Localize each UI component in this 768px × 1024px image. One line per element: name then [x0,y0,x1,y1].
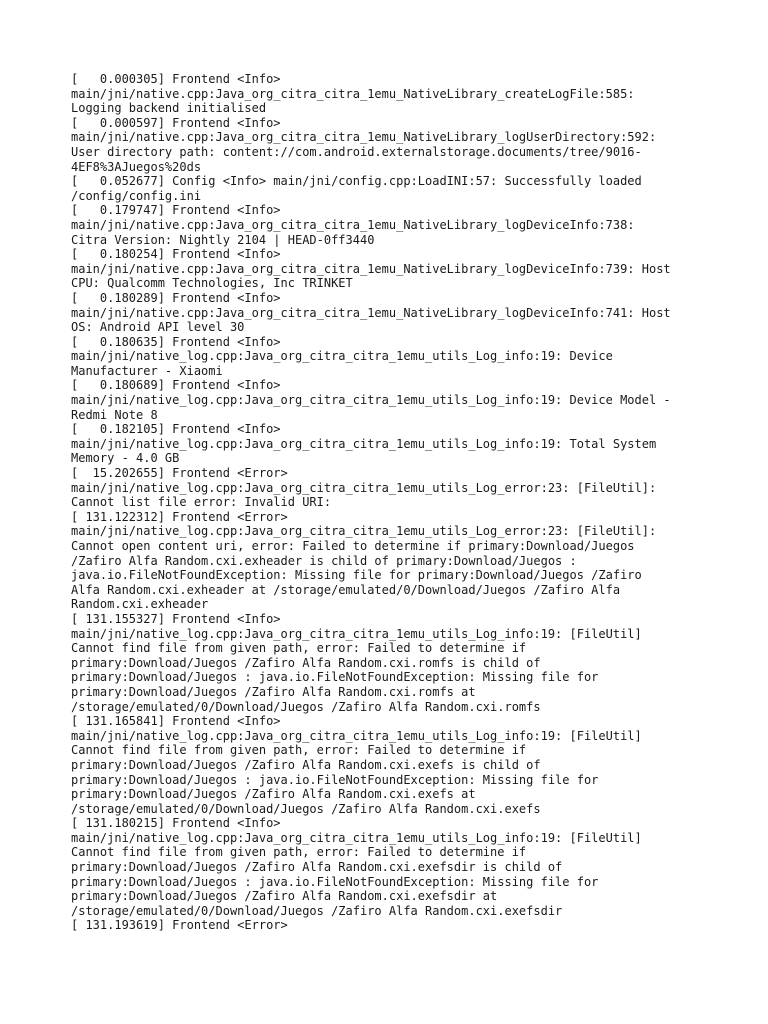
log-line: /storage/emulated/0/Download/Juegos /Zafiro Alfa Random.cxi.exefsdir [71,903,563,918]
log-line: main/jni/native_log.cpp:Java_org_citra_citra_1emu_utils_Log_info:19: Total System [71,436,657,451]
log-line: primary:Download/Juegos : java.io.FileNotFoundException: Missing file for [71,874,599,889]
log-line: User directory path: content://com.android.externalstorage.documents/tree/9016- [71,144,642,159]
log-line: primary:Download/Juegos /Zafiro Alfa Random.cxi.romfs at [71,684,476,699]
log-line: main/jni/native.cpp:Java_org_citra_citra_1emu_NativeLibrary_logUserDirectory:592: [71,130,657,145]
log-line: main/jni/native.cpp:Java_org_citra_citra_1emu_NativeLibrary_logDeviceInfo:738: [71,217,635,232]
log-line: main/jni/native_log.cpp:Java_org_citra_citra_1emu_utils_Log_info:19: Device Model - [71,393,671,408]
log-line: [ 0.180689] Frontend <Info> [71,378,281,393]
log-line: /storage/emulated/0/Download/Juegos /Zafiro Alfa Random.cxi.romfs [71,699,541,714]
log-line: /storage/emulated/0/Download/Juegos /Zafiro Alfa Random.cxi.exefs [71,801,541,816]
log-line: [ 0.000597] Frontend <Info> [71,115,281,130]
log-line: Cannot open content uri, error: Failed to determine if primary:Download/Juegos [71,539,635,553]
log-line: main/jni/native.cpp:Java_org_citra_citra_1emu_NativeLibrary_createLogFile:585: [71,86,635,101]
log-line: [ 0.052677] Config <Info> main/jni/config.cpp:LoadINI:57: Successfully loaded [71,174,642,189]
log-line: Random.cxi.exheader [71,597,209,612]
log-line: Citra Version: Nightly 2104 | HEAD-0ff3440 [71,232,375,247]
log-line: primary:Download/Juegos : java.io.FileNotFoundException: Missing file for [71,772,599,787]
log-line: main/jni/native_log.cpp:Java_org_citra_citra_1emu_utils_Log_info:19: [FileUtil] [71,830,642,845]
log-line: [ 131.155327] Frontend <Info> [71,611,281,626]
log-line: CPU: Qualcomm Technologies, Inc TRINKET [71,276,353,291]
log-line: [ 0.180254] Frontend <Info> [71,247,281,262]
log-line: Manufacturer - Xiaomi [71,363,223,378]
log-line: [ 131.180215] Frontend <Info> [71,816,281,831]
log-line: [ 15.202655] Frontend <Error> [71,466,288,481]
log-line: [ 0.180289] Frontend <Info> [71,290,281,305]
log-line: [ 131.165841] Frontend <Info> [71,714,281,729]
log-line: /Zafiro Alfa Random.cxi.exheader is child of primary:Download/Juegos : [71,553,577,568]
log-line: main/jni/native.cpp:Java_org_citra_citra_1emu_NativeLibrary_logDeviceInfo:739: Host [71,261,671,276]
log-line: primary:Download/Juegos /Zafiro Alfa Random.cxi.exefsdir at [71,889,498,904]
log-line: Alfa Random.cxi.exheader at /storage/emulated/0/Download/Juegos /Zafiro Alfa [71,582,621,597]
log-line: Memory - 4.0 GB [71,451,180,466]
log-document [71,72,711,933]
log-line: [ 0.182105] Frontend <Info> [71,422,281,437]
log-line: /config/config.ini [71,188,202,203]
log-line: Logging backend initialised [71,101,267,116]
log-line: [ 131.122312] Frontend <Error> [71,509,288,524]
log-line: [ 0.179747] Frontend <Info> [71,203,281,218]
log-line: [ 0.180635] Frontend <Info> [71,334,281,349]
log-line: main/jni/native_log.cpp:Java_org_citra_citra_1emu_utils_Log_info:19: [FileUtil] [71,626,642,641]
log-line: primary:Download/Juegos : java.io.FileNotFoundException: Missing file for [71,670,599,685]
log-line: 4EF8%3AJuegos%20ds [71,159,202,174]
log-line: main/jni/native_log.cpp:Java_org_citra_citra_1emu_utils_Log_info:19: Device [71,349,613,364]
log-line: Cannot find file from given path, error: Failed to determine if [71,845,527,860]
log-line: Redmi Note 8 [71,407,158,422]
log-line: primary:Download/Juegos /Zafiro Alfa Random.cxi.romfs is child of [71,655,541,670]
log-line: primary:Download/Juegos /Zafiro Alfa Random.cxi.exefsdir is child of [71,860,563,875]
log-line: Cannot find file from given path, error: Failed to determine if [71,743,527,758]
log-line: Cannot list file error: Invalid URI: [71,495,332,510]
log-line: primary:Download/Juegos /Zafiro Alfa Random.cxi.exefs is child of [71,757,541,772]
log-line: main/jni/native_log.cpp:Java_org_citra_citra_1emu_utils_Log_error:23: [FileUtil]: [71,480,657,495]
log-line: main/jni/native_log.cpp:Java_org_citra_citra_1emu_utils_Log_info:19: [FileUtil] [71,728,642,743]
log-line: [ 0.000305] Frontend <Info> [71,72,281,86]
log-line: primary:Download/Juegos /Zafiro Alfa Random.cxi.exefs at [71,787,476,802]
log-line: [ 131.193619] Frontend <Error> [71,918,288,933]
log-line: OS: Android API level 30 [71,320,245,335]
log-line: java.io.FileNotFoundException: Missing file for primary:Download/Juegos /Zafiro [71,568,642,583]
log-line: main/jni/native_log.cpp:Java_org_citra_citra_1emu_utils_Log_error:23: [FileUtil]: [71,524,657,539]
log-line: main/jni/native.cpp:Java_org_citra_citra_1emu_NativeLibrary_logDeviceInfo:741: Host [71,305,671,320]
log-line: Cannot find file from given path, error: Failed to determine if [71,641,527,656]
